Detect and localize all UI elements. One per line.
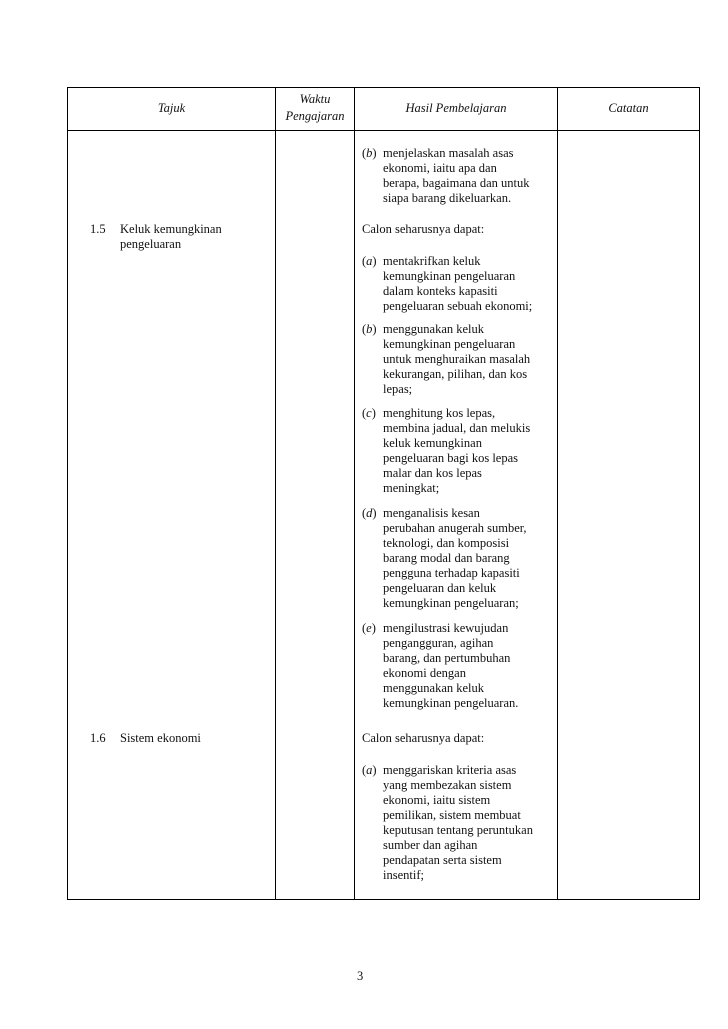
outcome-line: keputusan tentang peruntukan (383, 823, 533, 837)
outcome-label: (a) (362, 254, 377, 268)
topic-number: 1.5 (90, 222, 106, 236)
outcome-line: menggunakan keluk (383, 681, 485, 695)
outcome-label: (b) (362, 146, 377, 160)
outcome-line: pendapatan serta sistem (383, 853, 502, 867)
outcome-line: ekonomi dengan (383, 666, 466, 680)
outcome-line: pengeluaran dan keluk (383, 581, 497, 595)
outcome-line: insentif; (383, 868, 424, 882)
outcome-line: pengangguran, agihan (383, 636, 494, 650)
outcome-letter: a (366, 254, 373, 268)
outcome-line: keluk kemungkinan (383, 436, 482, 450)
page-number: 3 (357, 969, 364, 983)
outcome-line: pemilikan, sistem membuat (383, 808, 521, 822)
outcome-line: barang modal dan barang (383, 551, 510, 565)
outcome-line: kemungkinan pengeluaran. (383, 696, 519, 710)
outcome-label: (e) (362, 621, 376, 635)
outcome-letter: b (366, 322, 373, 336)
outcome-line: menggariskan kriteria asas (383, 763, 517, 777)
outcome-label: (b) (362, 322, 377, 336)
header-waktu-line2: Pengajaran (285, 109, 345, 123)
column-divider-3 (557, 87, 558, 900)
outcome-line: kekurangan, pilihan, dan kos (383, 367, 528, 381)
header-waktu-line1: Waktu (299, 92, 331, 106)
outcome-line: malar dan kos lepas (383, 466, 482, 480)
table-border-left (67, 87, 68, 900)
outcome-line: menghitung kos lepas, (383, 406, 496, 420)
outcome-line: teknologi, dan komposisi (383, 536, 510, 550)
outcome-letter: d (366, 506, 373, 520)
outcome-line: sumber dan agihan (383, 838, 478, 852)
outcome-line: pengeluaran sebuah ekonomi; (383, 299, 533, 313)
header-tajuk: Tajuk (157, 101, 186, 115)
topic-number: 1.6 (90, 731, 106, 745)
outcome-label: (c) (362, 406, 376, 420)
outcome-line: menganalisis kesan (383, 506, 480, 520)
outcome-line: meningkat; (383, 481, 440, 495)
outcome-label: (a) (362, 763, 377, 777)
outcome-intro: Calon seharusnya dapat: (362, 731, 485, 745)
topic-title: Sistem ekonomi (120, 731, 201, 745)
outcome-line: yang membezakan sistem (383, 778, 512, 792)
outcome-label: (d) (362, 506, 377, 520)
outcome-line: kemungkinan pengeluaran; (383, 596, 519, 610)
outcome-line: pengeluaran bagi kos lepas (383, 451, 519, 465)
topic-title: pengeluaran (120, 237, 182, 251)
column-divider-2 (354, 87, 355, 900)
outcome-line: pengguna terhadap kapasiti (383, 566, 520, 580)
outcome-line: perubahan anugerah sumber, (383, 521, 527, 535)
outcome-letter: c (366, 406, 372, 420)
outcome-line: menjelaskan masalah asas (383, 146, 514, 160)
outcome-line: ekonomi, iaitu apa dan (383, 161, 497, 175)
outcome-line: mentakrifkan keluk (383, 254, 481, 268)
table-border-top (67, 87, 700, 88)
outcome-line: siapa barang dikeluarkan. (383, 191, 512, 205)
topic-title: Keluk kemungkinan (120, 222, 222, 236)
outcome-letter: a (366, 763, 373, 777)
outcome-line: membina jadual, dan melukis (383, 421, 531, 435)
outcome-line: kemungkinan pengeluaran (383, 269, 516, 283)
outcome-line: barang, dan pertumbuhan (383, 651, 511, 665)
table-border-right (699, 87, 700, 900)
outcome-line: lepas; (383, 382, 413, 396)
outcome-intro: Calon seharusnya dapat: (362, 222, 485, 236)
header-catatan: Catatan (608, 101, 649, 115)
outcome-line: berapa, bagaimana dan untuk (383, 176, 530, 190)
outcome-line: menggunakan keluk (383, 322, 485, 336)
column-divider-1 (275, 87, 276, 900)
outcome-line: mengilustrasi kewujudan (383, 621, 509, 635)
table-border-bottom (67, 899, 700, 900)
outcome-letter: b (366, 146, 373, 160)
outcome-letter: e (366, 621, 372, 635)
outcome-line: untuk menghuraikan masalah (383, 352, 531, 366)
outcome-line: ekonomi, iaitu sistem (383, 793, 491, 807)
outcome-line: dalam konteks kapasiti (383, 284, 498, 298)
header-divider (67, 130, 700, 131)
outcome-line: kemungkinan pengeluaran (383, 337, 516, 351)
header-hasil: Hasil Pembelajaran (405, 101, 507, 115)
